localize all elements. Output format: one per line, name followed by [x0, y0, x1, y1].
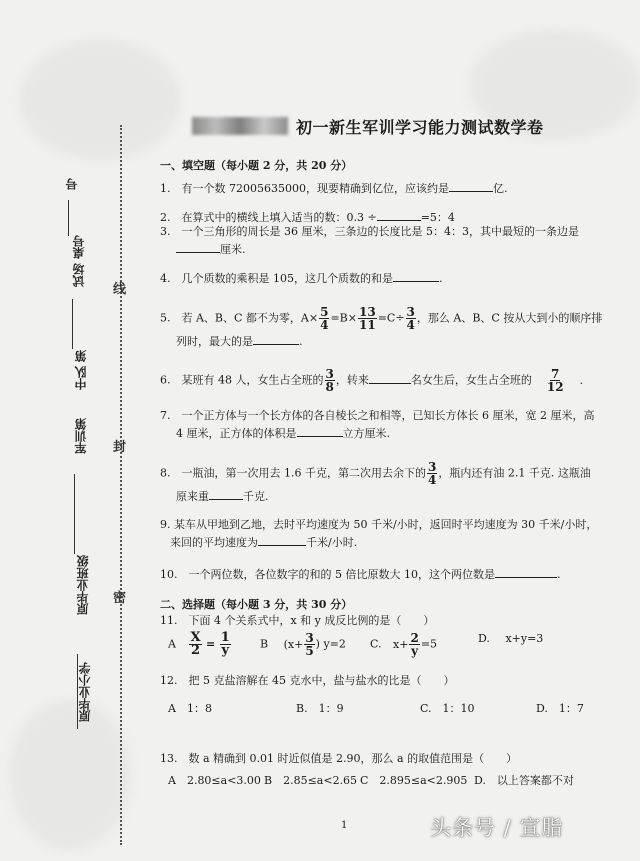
option-d[interactable]: D. 1：7: [536, 702, 584, 715]
section-heading: 一、填空题（每小题 2 分，共 20 分）: [160, 159, 353, 172]
side-label-squad: 中队 第: [74, 350, 88, 391]
question-5: 5. 若 A、B、C 都不为零，A× $\frac{5}{4}$ =B× $\frac{13}{11}$ =C÷ $\frac{3}{4}$ ，那么 A、B、C 按从大到小的顺序排: [160, 305, 603, 332]
option-d[interactable]: D. 以上答案都不对: [474, 774, 574, 787]
scan-smudge: [20, 40, 180, 160]
question-8-line2: 原来重 千克.: [176, 490, 269, 503]
seal-char: 密: [113, 591, 127, 606]
side-label-room-desk: 试场 桌号: [72, 235, 86, 288]
question-6: 6. 某班有 48 人，女生占全班的 $\frac{3}{8}$ ，转来 名女生后，女生占全班的 $\frac{7}{12}$ .: [160, 367, 584, 394]
option-b[interactable]: B (x+ $\frac{3}{5}$ ) y=2: [260, 631, 346, 658]
fraction: $\frac{3}{5}$: [305, 631, 314, 658]
option-d[interactable]: D. x+y=3: [478, 632, 544, 645]
question-3-line2: 厘米.: [176, 241, 246, 257]
section-heading: 二、选择题（每小题 3 分，共 30 分）: [160, 598, 353, 611]
question-2: 2. 在算式中的横线上填入适当的数：0.3 ÷ =5：4: [160, 211, 455, 224]
side-blank: [68, 200, 69, 236]
option-c[interactable]: C. x+ $\frac{2}{y}$ =5: [370, 631, 438, 658]
fraction: $\frac{13}{11}$: [358, 305, 376, 332]
seal-char: 线: [113, 282, 127, 297]
answer-blank[interactable]: [449, 180, 493, 192]
question-9: 9. 某车从甲地到乙地，去时平均速度为 50 千米/小时，返回时平均速度为 30 千米/小时，: [160, 518, 598, 531]
answer-blank[interactable]: [176, 241, 220, 253]
answer-blank[interactable]: [258, 534, 306, 546]
watermark: 头条号 / 宣脂: [430, 816, 564, 840]
question-10: 10. 一个两位数，各位数字的和的 5 倍比原数大 10，这个两位数是 .: [160, 568, 561, 581]
fraction: $\frac{3}{4}$: [406, 305, 415, 332]
page-number: 1: [341, 820, 348, 831]
answer-blank[interactable]: [393, 270, 439, 282]
question-12: 12. 把 5 克盐溶解在 45 克水中，盐与盐水的比是（ ）: [160, 674, 455, 687]
fraction: $\frac{7}{12}$: [546, 367, 564, 394]
exam-title: 初一新生军训学习能力测试数学卷: [296, 118, 544, 137]
question-5-line2: 列时，最大的是 .: [176, 335, 303, 348]
scan-smudge: [10, 700, 130, 850]
answer-blank[interactable]: [495, 566, 557, 578]
option-b[interactable]: B 2.85≤a<2.65: [264, 774, 358, 787]
side-blank: [74, 474, 75, 554]
redacted-school-name: [192, 117, 288, 135]
question-13: 13. 数 a 精确到 0.01 时近似值是 2.90，那么 a 的取值范围是（ ）: [160, 752, 518, 765]
fraction: $\frac{X}{2}$: [190, 630, 201, 658]
fraction: $\frac{2}{y}$: [410, 631, 419, 658]
question-3: 3. 一个三角形的周长是 36 厘米，三条边的长度比是 5：4：3，其中最短的一条边是: [160, 225, 579, 238]
fraction: $\frac{5}{4}$: [320, 305, 329, 332]
question-1: 1. 有一个数 72005635000，现要精确到亿位，应该约是 亿.: [160, 182, 508, 195]
answer-blank[interactable]: [369, 372, 411, 384]
side-blank: [72, 299, 73, 349]
fraction: $\frac{1}{y}$: [220, 630, 230, 658]
option-c[interactable]: C. 1：10: [420, 702, 475, 715]
fraction: $\frac{3}{4}$: [427, 460, 437, 487]
side-label-training-group: 军训第: [74, 418, 88, 454]
fraction: $\frac{3}{8}$: [325, 367, 334, 394]
question-4: 4. 几个质数的乘积是 105，这几个质数的和是 .: [160, 272, 443, 285]
question-11: 11. 下面 4 个关系式中，x 和 y 成反比例的是（ ）: [160, 614, 435, 627]
option-a[interactable]: A $\frac{X}{2}$ = $\frac{1}{y}$: [168, 630, 230, 658]
question-9-line2: 来回的平均速度为 千米/小时.: [170, 536, 358, 549]
side-label-original-class: 原毕业班级: [76, 555, 90, 615]
answer-blank[interactable]: [377, 209, 421, 221]
option-a[interactable]: A 2.80≤a<3.00: [168, 774, 261, 787]
question-8: 8. 一瓶油，第一次用去 1.6 千克，第二次用去余下的 $\frac{3}{4}$ ，瓶内还有油 2.1 千克. 这瓶油: [160, 460, 591, 487]
side-label-seat-number: 号: [65, 178, 79, 190]
option-a[interactable]: A 1：8: [168, 702, 212, 715]
question-7-line2: 4 厘米，正方体的体积是 立方厘米.: [176, 427, 390, 440]
answer-blank[interactable]: [209, 488, 243, 500]
binding-dotted-line: [120, 125, 122, 845]
question-7: 7. 一个正方体与一个长方体的各自棱长之和相等，已知长方体长 6 厘米，宽 2 厘米，高: [160, 409, 595, 422]
option-b[interactable]: B. 1：9: [296, 702, 344, 715]
option-c[interactable]: C 2.895≤a<2.905: [360, 774, 468, 787]
answer-blank[interactable]: [297, 425, 343, 437]
answer-blank[interactable]: [253, 333, 299, 345]
seal-char: 封: [113, 440, 127, 455]
side-label-original-school: 原毕业小学: [78, 662, 92, 722]
